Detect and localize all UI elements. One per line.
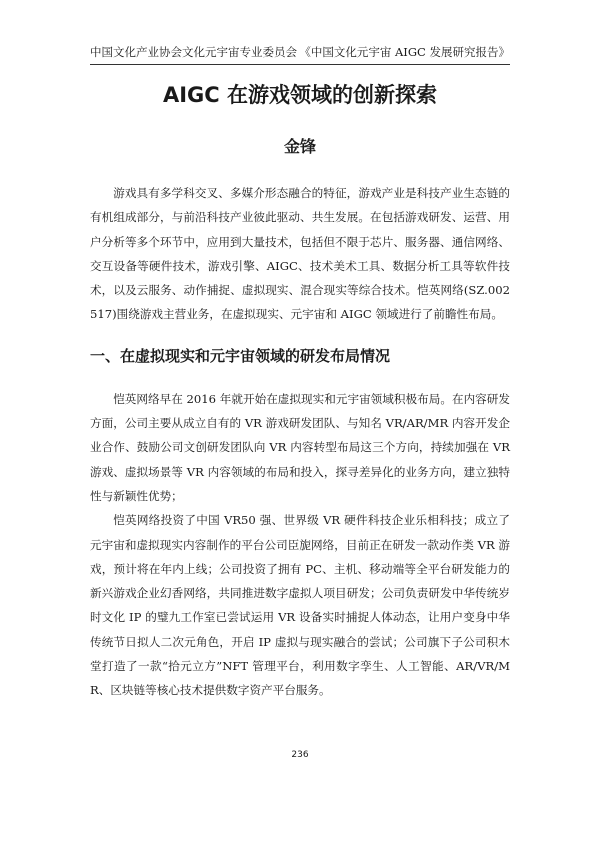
- header-report-title: 《中国文化元宇宙 AIGC 发展研究报告》: [299, 45, 510, 59]
- section-1-paragraph-2: 恺英网络投资了中国 VR50 强、世界级 VR 硬件科技企业乐相科技；成立了元宇宙和虚拟现实内容制作的平台公司臣旎网络，目前正在研发一款动作类 VR 游戏，预计将在年内上线；公司投资了拥有 PC、主机、移动端等全平台研发能力的新兴游戏企业幻香网络，共同推进数字虚拟人项目研发；公司负责研发中华传统岁时文化 IP 的璧九工作室已尝试运用 VR 设备实时捕捉人体动态，让用户变身中华传统节日拟人二次元角色，开启 IP 虚拟与现实融合的尝试；公司旗下子公司积木堂打造了一款“拾元立方”NFT 管理平台，利用数字孪生、人工智能、AR/VR/MR、区块链等核心技术提供数字资产平台服务。: [90, 513, 510, 698]
- header-organization: 中国文化产业协会文化元宇宙专业委员会: [90, 45, 297, 59]
- intro-paragraph: 游戏具有多学科交叉、多媒介形态融合的特征，游戏产业是科技产业生态链的有机组成部分，与前沿科技产业彼此驱动、共生发展。在包括游戏研发、运营、用户分析等多个环节中，应用到大量技术，包括但不限于芯片、服务器、通信网络、交互设备等硬件技术，游戏引擎、AIGC、技术美术工具、数据分析工具等软件技术，以及云服务、动作捕捉、虚拟现实、混合现实等综合技术。恺英网络(SZ.002517)围绕游戏主营业务，在虚拟现实、元宇宙和 AIGC 领域进行了前瞻性布局。: [90, 186, 510, 322]
- section-heading-1: 一、在虚拟现实和元宇宙领域的研发布局情况: [90, 346, 391, 365]
- page-header: [90, 42, 510, 65]
- section-1-paragraph-1: 恺英网络早在 2016 年就开始在虚拟现实和元宇宙领域积极布局。在内容研发方面，公司主要从成立自有的 VR 游戏研发团队、与知名 VR/AR/MR 内容开发企业合作、鼓励公司文创研发团队向 VR 内容转型布局这三个方向，持续加强在 VR 游戏、虚拟场景等 VR 内容领域的布局和投入，探寻差异化的业务方向，建立独特性与新颖性优势；: [90, 391, 510, 503]
- article-title: AIGC 在游戏领域的创新探索: [162, 83, 438, 107]
- page-number: 236: [291, 750, 309, 760]
- article-author: 金锋: [283, 137, 316, 156]
- article-body: [90, 181, 510, 703]
